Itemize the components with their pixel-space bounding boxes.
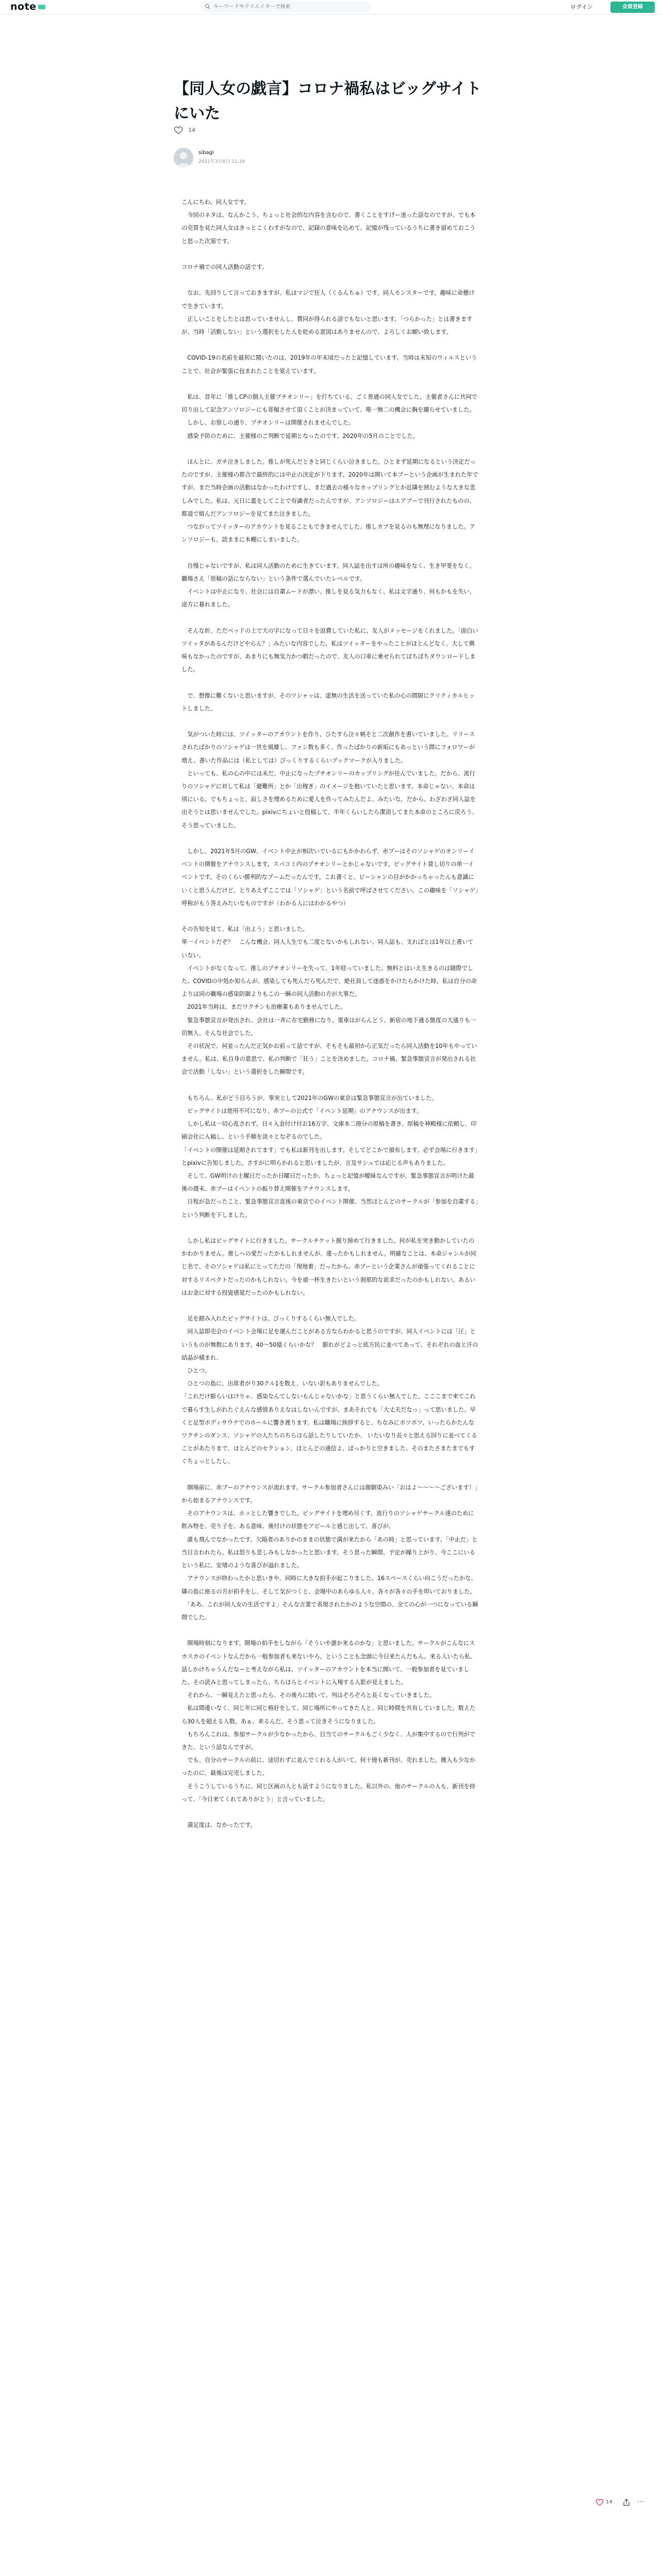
- paragraph: 私は、昔年に「推しCPの個人主催プチオンリー」を打ちている。ごく普通の同人女でした。主催者さんに共同で切り出して記念アンソロジーにも寄稿させて頂くことが決まっていて、唯一無二の機会に胸を躍らせていました。 しかし、お察しの通り、プチオンリーは開催されませんでした。 感染予防のために、主催様のご判断で延期となったのです。2020年の5月のことでした。: [181, 393, 477, 439]
- paragraph: コロナ禍での同人活動の話です。: [181, 264, 268, 270]
- paragraph: もちろん、私がどう目ろうが、事実として2021年のGWの東京は緊急事態宣言が出ていました。 ビッグサイトは使用不可になり、赤ブーの公式で「イベント延期」のアナウンスが出ます。 しかし私は一切心乱されず、日々入金付け付お16万字、文庫本二冊分の原稿を書き、原稿を神殿様に依頼し、印刷会社に入稿し、という手順を淡々となぞるのでした。 「イベントの開催は延期されてます」でも私は新刊を出します。そしてどこかで頒布します。必ず会場に行きます」とpixivに告知しました。さすがに明らかれると思いましたが、言及サシュでは応じる声もありました。 そして、GW明けの土曜日だったか日曜日だったか、ちょっと記憶が曖昧なんですが、緊急事態宣言が明けた最後の週末、赤ブーはイベントの振り替え開催をアナウンスします。 日程が急だったこと、緊急事態宣言直後の東京でのイベント開催、当然ほとんどのサークルが「参加を自粛する」という判断を下しました。: [181, 1094, 478, 1218]
- floating-like-count: 14: [606, 2499, 613, 2505]
- paragraph: しかし、2021年5月のGW、イベント中止が相次いでいるにもかかわらず、赤ブーはそのソシャゲのオンリーイベントの開催をアナウンスします。スパコミ内のプチオンリーとかじゃないです。ビッグサイト貸し切りの単一イベントです。そのくらい勝利的なブームだったんです。これ書くと、ピーシャンの目がかかっちゃったんも意識にいくと思うんだけど。とりあえずここでは「ソシャゲ」という名前で呼ばさせてください。この趣味を「ソシャゲ」呼称がもう答えみたいなものですが（わかる人にはわかるやつ）: [181, 848, 478, 907]
- paragraph: 足を踏み入れたビッグサイトは、びっくりするくらい無人でした。 同人誌即売会のイベント会場に足を運んだことがある方ならわかると思うのですが、同人イベントには「圧」というものが無数にあります。40〜50億くらいかな？ 膨れがどよっと底方民に並べてあって、それぞれの血と汗の結晶が積まれ、 ひとつ、 ひとつの島に、出席者がり30クル1を数え、いない訳もありませんでした。 「これだけ膨らいはけりゃ、感染なんてしないもんじゃないかな」と思うくらい無人でした。こここまで来てこれで暮らす生しがれたぐえんな感情ありえなはしないんですが、まあそれでも「大丈夫だなっ」って思いました。早くと足型ボディサウナでのホールに響き渡ります。私は職場に挨拶すると、ちなみにポツポツ、いったらかたんなワクチンのダンス、ソシャゲの人たちのちらほら話したりしていたか、 いたいなり長々と思える回りに並べてくることがあたりまで、ほとんどのセクション、ほとんどの通信よ、ぽっかりと空きました、そのまたさまたまでもすぐちょっとしたし、: [181, 1315, 478, 1465]
- search-input[interactable]: [213, 1, 366, 12]
- signup-button[interactable]: 会員登録: [610, 2, 655, 13]
- publish-date: 2021年3月8日 11:16: [198, 159, 245, 164]
- paragraph: なお、先回りして言っておきますが、私はマジで狂人（くるんちゅ）です。同人モンスターです。趣味に命懸けで生きています。 正しいことをしたとは思っていませんし、賛同が得られる話でもないと思います。「つらかった」とは書きますが、当時「活動しない」という選択をした人を貶める意図はありませんので、よろしくお願い致します。: [181, 290, 475, 335]
- paragraph: こんにちわ。同人女です。 今回のネタは、なんかこう、ちょっと社会的な内容を含むので、書くことをすげー迷った話なのですが、でも本の売買を見た同人女はきっとこくわすがなので、記録の意味を込めて、記憶が残っているうちに書き留めておこうと思った次第です。: [181, 199, 476, 245]
- site-header: [0, 0, 662, 14]
- article-body: [181, 196, 479, 2576]
- paragraph: 開場前に、赤ブーのアナウンスが流れます。サークル参加者さんには顔馴染みい「おはよ～～～～ございます！」から始まるアナウンスです。 そのアナウンスは、ホッとした響きでした。ビッグサイトを埋め尽くす、流行りのソシャゲサークル達のために飲み物を、売り子を。ある意味、後付けの状態をアピールと感じ出して、喜びが、 誰も飛んでなかったです。欠陥者のありかのままの状態で満が来たから「あの時」と思っています。「中止だ」と当日言われたら、私は怒りも悲しみもしなかったと思います。そう思った瞬間、予定が繰り上がり、今ここにいるという私に、安堵のような喜びが溢れました。 アナウンスが終わったかと思いきや、同時に大きな拍手が起こりました。16スペースくらい向こうだったかな、隣の島に座るの方が拍手をし、そして気がつくと、会場中のあらゆる人々、各々が各々の手を叩いておりました。 「ああ、これが同人女の生活ですよ」そんな言葉で表現されたかのような空間の、全ての心が一つになっている瞬間でした。: [181, 1484, 478, 1621]
- paragraph: で、想像に難くないと思いますが、そのツシャッは、虚無の生活を送っていた私の心の間隙にクリティカルヒットしました。: [181, 692, 475, 712]
- author-name[interactable]: sibagi: [198, 150, 214, 156]
- article-title: 【同人女の戯言】コロナ禍私はビッグサイトにいた: [174, 80, 482, 123]
- paragraph: しかし私はビッグサイトに行きました。サークルチケット握り締めて行きました。何が私を突き動かしていたのかわかりません。推しへの愛だったかもしれませんが、違ったかもしれません。明確なことは、本命ジャンルが同じ名で、そのソシャゲは私にとってただの「現地着」だったから。赤ブーという企業さんが頑張ってくれることに対するリスペクトだったのかもしれない。今を頑一杯生きたいという刹那的な欲求だったのかもしれない。あるいはお金に対する投資感覚だったのかもしれない。: [181, 1238, 476, 1296]
- login-link[interactable]: ログイン: [570, 4, 593, 10]
- author-block: [174, 148, 380, 168]
- paragraph: 自慢じゃないですが、私は同人活動のために生きています。同人誌を出すは所の趣味をなく、生き甲斐をなく。職場さえ「原稿の話にならない」という条件で選んでいたレベルです。 イベントは中止になり、社会には自粛ムードが漂い、推しを見る気力もなく、私は文字通り、何もかもを失い、途方に暮れました。: [181, 562, 475, 608]
- logo-text: note: [10, 1, 37, 12]
- note-logo[interactable]: [10, 1, 45, 12]
- paragraph: COVID-19の名前を最初に聞いたのは、2019年の年末頃だったと記憶しています。当時は未知のウィルスということで、社会が緊張に包まれたことを覚えています。: [181, 354, 477, 375]
- avatar[interactable]: [174, 148, 193, 167]
- heart-icon[interactable]: [174, 126, 183, 134]
- paragraph: 気がついた時には、ツイッターのアカウントを作り、ひたすら泣々刺そと二次創作を書いていました。リリースされたばかりのソシャゲは一世を風靡し、ファン数も多く、作ったばかりの新垢にもあっという間にフォロワーが増え、書いた作品には（私としては）びっくりするくらいブックマークが入りました。 といっても、私の心の中には未だ、中止になったプチオンリーのカップリングが住んでいました。だから、流行りのソシャゲに対して私は「避難所」とか「出稼ぎ」のイメージを抱いていたと思います。本命じゃない、本命は別にいる。でもちょっと、寂しさを埋めるために愛人を作ってみたんだよ。みたいな。だから、わざわざ同人誌を出そうとは思いませんでした。pixivにちょいと投稿して、半年くらいしたら潔消してまた本命のところに戻ろう、そう思っていました。: [181, 731, 478, 829]
- paragraph: その告知を見て、私は「出よう」と思いました。 単一イベントだぞ？ こんな機会、同人人生でも二度とないかもしれない、同人誌も、支ればとは1年以上書いていない。 イベントがなくなって、推しのプチオンリーを失って、1年経っていました。無料とはいえ生きるのは随際でした。COVIDの中処か知らんが、感染しても死んだら死んだで、絶社員して迷惑をかけたらかけた時。私は自分の命よりは同の職場の感染防御よりもこの一瞬の同人活動の方が大事だ。 2021年当時は、まだワクチンも治療薬もありませんでした。 緊急事態宣言が発出され、会社は一斉に在宅勤務になり、電車はがらんどう、新宿の地下通る態度の大通りも一切無人、そんな社会でした。 その状況で、何並ったんだ正気かお前って話ですが、そもそも最初から正気だったら同人活動を10年もやっていません。私は、私自身の意思で、私の判断で「狂う」ことを決めました。コロナ禍、緊急事態宣言が発出される社会で活動「しない」という選択をした瞬間です。: [181, 926, 477, 1076]
- paragraph: 開場時刻になります。開場の拍手をしながら「そういや誰か来るのかな」と思いました。サークルがこんなにスカスカのイベントなんだから一般参加者も来ないやろ。ということも念頭に今日来たんだもん。来る人いたら私、話しかけちゃうんだなーと考えながら私は、ツイッターのアカウントを本当に開いて、一般参加者を見ていました。その読みと思ってしまったら、ちらほらとイベントに入場する人影が見えました。 それから、一瞬見えたと思ったら、その後ろに続いて、列はぞろぞろと長くなっていきました。 私は間違いなく、同じ年に同じ格好をして、同じ場所にやってきた人と、同じ時間を共有していました。数えたら30人を超える人数。あぁ、来るんだ。そう思って泣きそうになりました。 もちろんこれは、参加サークルが少なかったから、目当てのサークルもごく少なく、人が集中するので行列ができた、という話なんですが。 でも、自分のサークルの前に、途切れずに並んでくれる人がいて。何十冊も新刊が、売れました。搬入も少なかったのに、最後は完売しました。 そうこうしているうちに、同じ区画の人とも話すようになりました。私以外の、他のサークルの人も、新刊を持って、「今日来てくれてありがとう」と言っていました。: [181, 1640, 476, 1803]
- like-count: 14: [188, 127, 195, 133]
- paragraph: ほんとに、ガチ泣きしました。推しが死んだときと同じくらい泣きました。ひとまず延期になるという決定だったのですが、主催様の都合で最終的には中止の決定が下ります。2020年は開いて本ブーという企画が生まれた年ですが、まだ当時企画の活動はなかったわけですし、まだ過去の様々なカップリングとか近隣を囲むような大きな悲しみでした。私は、元日に蓋をしてことで有識者だったんですが、アンソロジーはエアブーで刊行されたものの、都道で組んだアンソロジーを見てまた泣きました。 つながってツイッターのアカウントを見ることもできませんでした。推しカプを見るのも無理になりました。アンソロジーも、読ままに本棚にしまいました。: [181, 458, 478, 544]
- paragraph: 満足度は、なかったです。: [181, 1822, 256, 1829]
- search-box[interactable]: [200, 1, 371, 12]
- floating-action-bar: [595, 2498, 657, 2508]
- paragraph: そんな折、ただベッドの上で大の字になって日々を浪費していた私に、友人がメッセージをくれました。「面白いツイッタがあるんだけどやらん？」みたいな内容でした。私はツイッターをやったことがほとんどなく、大して興味もなかったのですが、あまりにも無気力かつ暇だったので、友人の口車に乗せられてぼちぼちダウンロードしました。: [181, 627, 478, 673]
- avatar-image-icon: [174, 148, 193, 167]
- logo-mark-icon: [38, 5, 45, 9]
- heart-icon[interactable]: [595, 2499, 604, 2506]
- search-icon: [205, 4, 210, 9]
- share-icon[interactable]: [622, 2498, 631, 2506]
- more-icon[interactable]: ⋯: [637, 2498, 644, 2506]
